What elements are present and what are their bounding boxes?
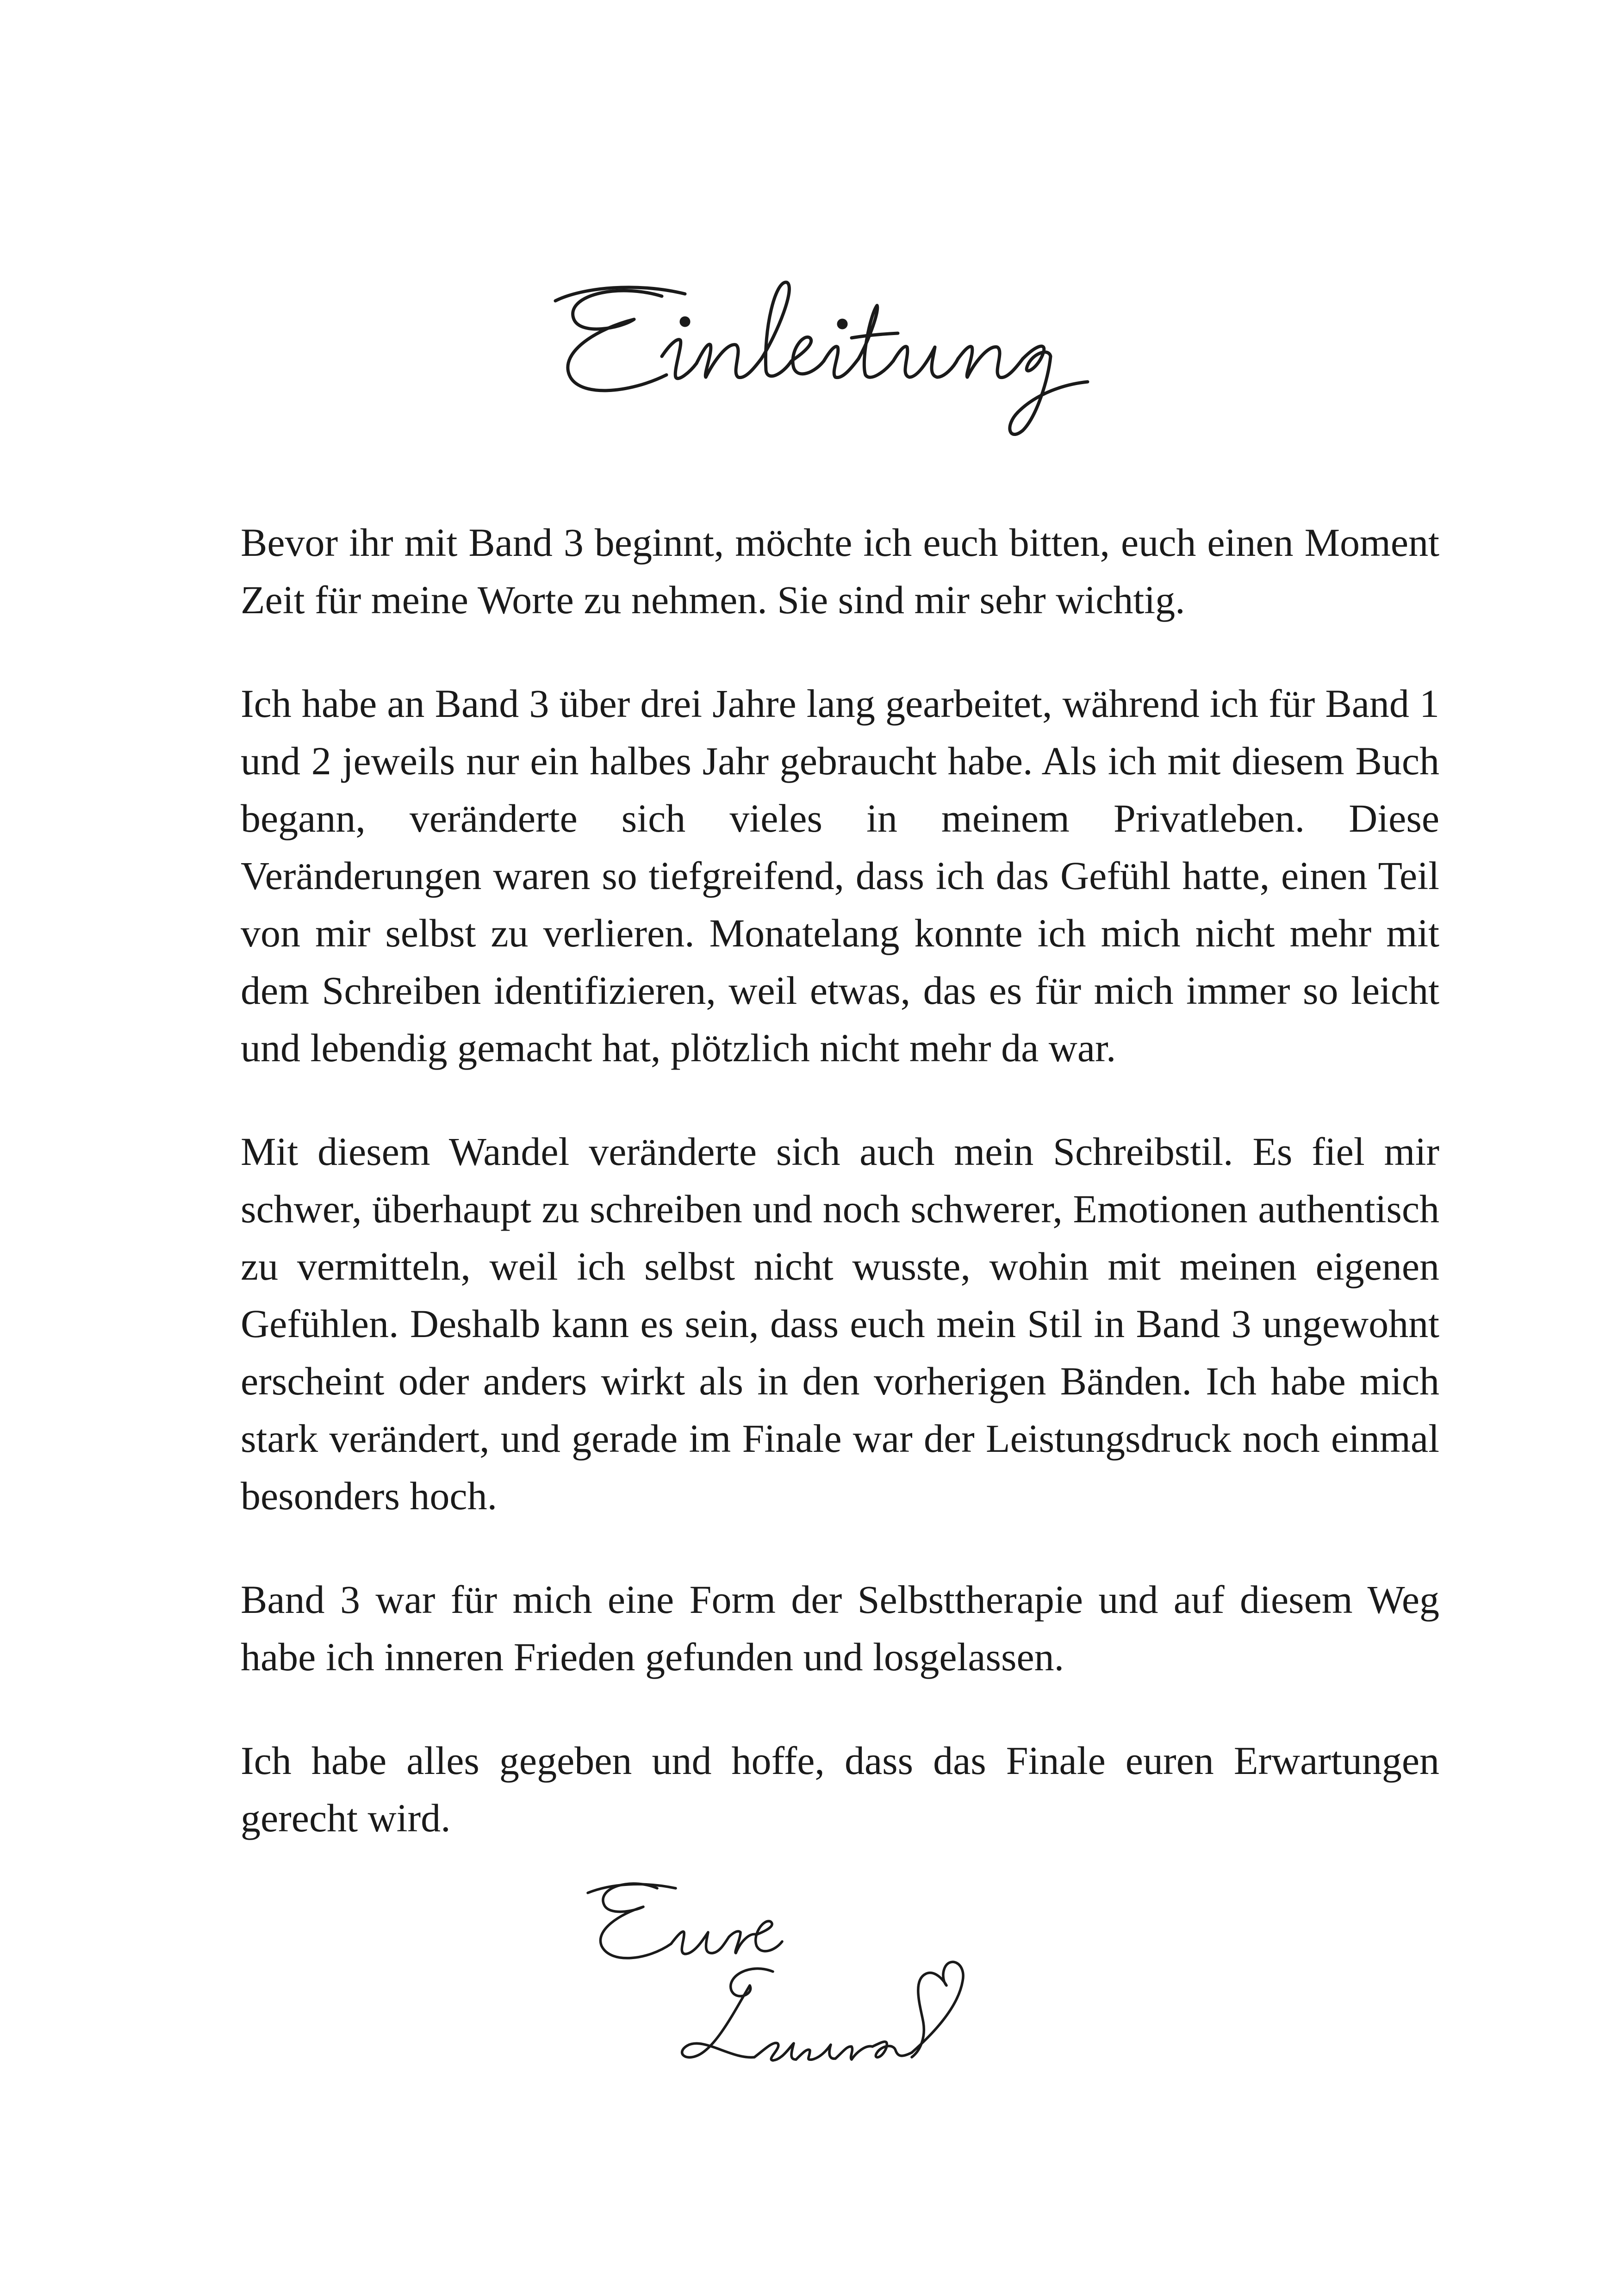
heart-icon bbox=[912, 1962, 963, 2057]
paragraph-2: Ich habe an Band 3 über drei Jahre lang gearbeitet, während ich für Band 1 und 2 jeweils nur ein halbes Jahr gebraucht habe. Als ich mit diesem Buch begann, veränderte sich vieles in meinem Privatleben. Diese Veränderungen waren so tiefgreifend, dass ich das Gefühl hatte, einen Teil von mir selbst zu verlieren. Monatelang konnte ich mich nicht mehr mit dem Schreiben identifizieren, weil etwas, das es für mich immer so leicht und lebendig gemacht hat, plötzlich nicht mehr da war. bbox=[241, 681, 1439, 1070]
paragraph-5: Ich habe alles gegeben und hoffe, dass das Finale euren Erwartungen gerecht wird. bbox=[241, 1738, 1439, 1840]
chapter-title bbox=[546, 259, 1101, 454]
paragraph-1: Bevor ihr mit Band 3 beginnt, möchte ich euch bitten, euch einen Moment Zeit für meine Worte zu nehmen. Sie sind mir sehr wichtig. bbox=[241, 520, 1439, 622]
paragraph-4: Band 3 war für mich eine Form der Selbsttherapie und auf diesem Weg habe ich inneren Frieden gefunden und losgelassen. bbox=[241, 1577, 1439, 1679]
signature bbox=[579, 1870, 1041, 2129]
signature-drawing bbox=[579, 1870, 1041, 2129]
body-text bbox=[241, 514, 1439, 1893]
paragraph-3: Mit diesem Wandel veränderte sich auch mein Schreibstil. Es fiel mir schwer, überhaupt zu schreiben und noch schwerer, Emotionen authentisch zu vermitteln, weil ich selbst nicht wusste, wohin mit meinen eigenen Gefühlen. Deshalb kann es sein, dass euch mein Stil in Band 3 ungewohnt erscheint oder anders wirkt als in den vorherigen Bänden. Ich habe mich stark verändert, und gerade im Finale war der Leistungsdruck noch einmal besonders hoch. bbox=[241, 1129, 1439, 1518]
title-calligraphy bbox=[546, 259, 1101, 454]
